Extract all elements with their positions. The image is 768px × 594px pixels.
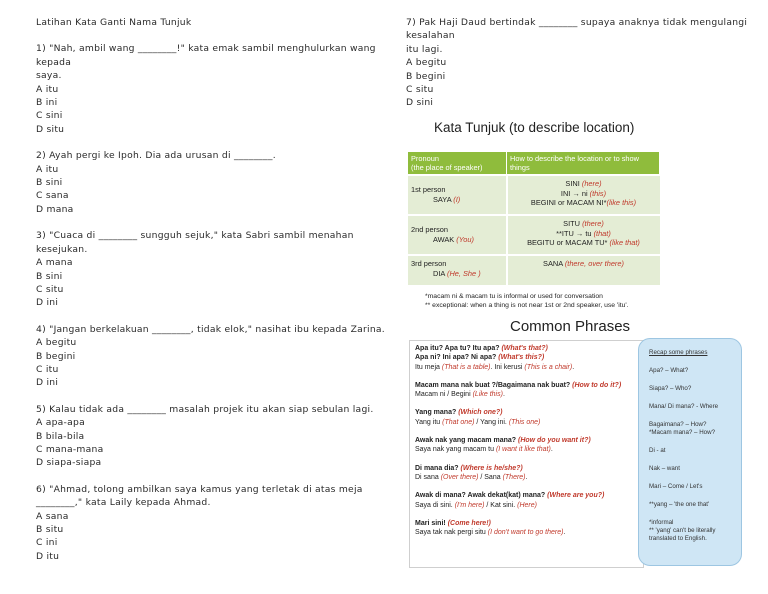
option: B ini <box>36 97 58 109</box>
pronoun-cell: 1st person SAYA (I) <box>408 175 507 215</box>
recap-item: **yang – 'the one that' <box>649 501 710 508</box>
question-line: saya. <box>36 70 62 82</box>
recap-heading: Recap some phrases <box>649 349 708 356</box>
header-pronoun: Pronoun (the place of speaker) <box>408 152 507 175</box>
option: D siapa-siapa <box>36 457 102 469</box>
table-row <box>408 175 660 215</box>
recap-item: Apa? – What? <box>649 367 689 374</box>
question-line: itu lagi. <box>406 43 443 55</box>
recap-item: translated to English. <box>649 535 707 542</box>
location-cell: SINI (here) INI → ni (this) BEGINI or MACAM NI*(like this) <box>507 175 660 215</box>
option: B sini <box>36 270 63 282</box>
recap-item: *Macam mana? – How? <box>649 429 716 436</box>
question-line: ________," kata Laily kepada Ahmad. <box>36 497 211 509</box>
option: D sini <box>406 97 434 109</box>
phrase-block: Apa itu? Apa tu? Itu apa? (What's that?) Apa ni? Ini apa? Ni apa? (What's this?) Itu meja (That is a table). Ini kerusi (This is a chair). <box>415 345 575 371</box>
option: D ini <box>36 377 59 389</box>
option: D mana <box>36 203 74 215</box>
common-phrases-title: Common Phrases <box>510 318 631 335</box>
option: D situ <box>36 123 65 135</box>
phrase-block: Awak nak yang macam mana? (How do you want it?) Saya nak yang macam tu (I want it like that). <box>415 437 591 454</box>
question-line: kesejukan. <box>36 243 88 255</box>
option: B begini <box>406 70 446 82</box>
option: B sini <box>36 177 63 189</box>
question-line: 3) "Cuaca di ________ sungguh sejuk," kata Sabri sambil menahan <box>36 230 354 242</box>
option: A begitu <box>36 337 77 349</box>
option: A itu <box>36 83 59 95</box>
footnotes: *macam ni & macam tu is informal or used for conversation ** exceptional: when a thing is not near 1st or 2nd speaker, use 'itu'. <box>425 293 629 309</box>
recap-item: Mana/ Di mana? - Where <box>649 403 719 410</box>
table-row <box>408 255 660 285</box>
location-cell: SITU (there) **ITU → tu (that) BEGITU or MACAM TU* (like that) <box>507 215 660 255</box>
option: A sana <box>36 510 69 522</box>
question-line: kepada <box>36 56 72 68</box>
left-column <box>36 16 385 563</box>
option: A itu <box>36 163 59 175</box>
table-row <box>408 215 660 255</box>
phrase-block: Macam mana nak buat ?/Bagaimana nak buat? (How to do it?) Macam ni / Begini (Like this). <box>415 381 622 399</box>
option: C sana <box>36 190 69 202</box>
option: C mana-mana <box>36 443 104 455</box>
recap-item: Mari – Come / Let's <box>649 483 703 490</box>
phrase-block: Awak di mana? Awak dekat(kat) mana? (Where are you?) Saya di sini. (I'm here) / Kat sini. (Here) <box>415 492 605 509</box>
question-line: 7) Pak Haji Daud bertindak ________ supaya anaknya tidak mengulangi <box>406 17 748 28</box>
option: B begini <box>36 350 76 362</box>
kata-tunjuk-table <box>408 152 660 285</box>
worksheet-title: Latihan Kata Ganti Nama Tunjuk <box>36 17 192 28</box>
option: D itu <box>36 550 60 562</box>
question-line: 1) "Nah, ambil wang ________!" kata emak sambil menghulurkan wang <box>36 43 376 55</box>
phrase-block: Yang mana? (Which one?) Yang itu (That one) / Yang ini. (This one) <box>415 409 541 426</box>
question-line: 4) "Jangan berkelakuan ________, tidak elok," nasihat ibu kepada Zarina. <box>36 323 385 335</box>
option: C itu <box>36 363 59 375</box>
kata-tunjuk-title: Kata Tunjuk (to describe location) <box>434 120 635 135</box>
option: C situ <box>406 84 434 96</box>
option: D ini <box>36 297 59 309</box>
recap-item: ** 'yang' can't be literally <box>649 527 716 534</box>
location-cell: SANA (there, over there) <box>507 255 660 285</box>
question-line: kesalahan <box>406 30 455 42</box>
option: B situ <box>36 524 64 535</box>
option: A mana <box>36 257 73 269</box>
question-line: 2) Ayah pergi ke Ipoh. Dia ada urusan di ________. <box>36 150 276 162</box>
phrase-block: Mari sini! (Come here!) Saya tak nak pergi situ (I don't want to go there). <box>415 519 566 537</box>
recap-item: Siapa? – Who? <box>649 385 692 392</box>
option: C situ <box>36 283 64 295</box>
option: A begitu <box>406 57 447 69</box>
recap-item: Di - at <box>649 447 666 454</box>
question-line: 5) Kalau tidak ada ________ masalah projek itu akan siap sebulan lagi. <box>36 403 374 415</box>
question-7 <box>406 16 747 110</box>
recap-item: Nak – want <box>649 465 680 472</box>
recap-item: *informal <box>649 519 674 526</box>
option: A apa-apa <box>36 417 85 429</box>
header-location: How to describe the location or to show things <box>507 152 660 175</box>
option: C ini <box>36 537 58 549</box>
pronoun-cell: 3rd person DIA (He, She ) <box>408 255 507 285</box>
option: B bila-bila <box>36 430 85 442</box>
option: C sini <box>36 110 63 122</box>
recap-box <box>638 338 742 566</box>
phrase-block: Di mana dia? (Where is he/she?) Di sana (Over there) / Sana (There). <box>415 464 528 481</box>
recap-item: Bagaimana? – How? <box>649 421 707 428</box>
question-line: 6) "Ahmad, tolong ambilkan saya kamus yang terletak di atas meja <box>36 483 363 495</box>
common-phrases-box <box>409 340 644 568</box>
pronoun-cell: 2nd person AWAK (You) <box>408 215 507 255</box>
